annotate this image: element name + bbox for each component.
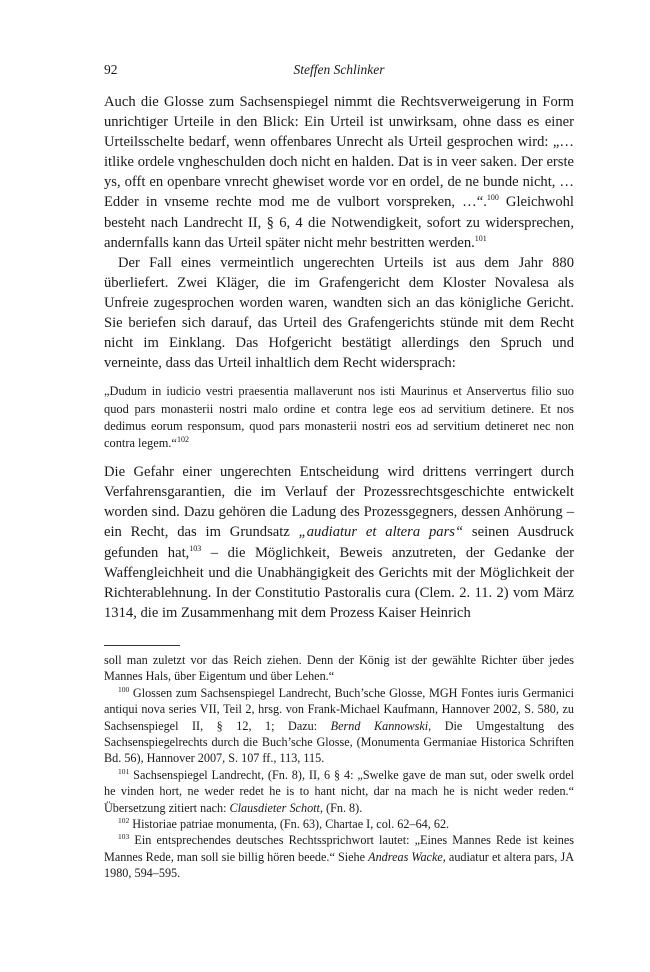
author-wacke: Andreas Wacke [368,849,443,864]
footnote-ref-103[interactable]: 103 [189,543,202,553]
footnote-103: $^{103}$ Ein entsprechendes deutsches Rechtssprichwort lautet: „Eines Mannes Rede ist keines Mannes Rede, man soll sie billig hören beede.“ Siehe Andreas Wacke, audiatur et altera pars, JA 1980, 594–595. [104,832,574,881]
footnote-100: $^{100}$ Glossen zum Sachsenspiegel Landrecht, Buch’sche Glosse, MGH Fontes iuris Germanici antiqui nova series VII, Teil 2, hrsg. von Frank-Michael Kaufmann, Hannover 2002, S. 580, zu Sachsenspiegel II, § 12, 1; Dazu: Bernd Kannowski, Die Umgestaltung des Sachsenspiegelrechts durch die Buch’sche Glosse, (Monumenta Germaniae Historica Schriften Bd. 56), Hannover 2007, S. 107 ff., 113, 115. [104,684,574,766]
author-kannowski: Bernd Kannowski [330,718,429,733]
author-schott: Clausdieter Schott [229,800,320,815]
footnote-ref-102[interactable]: 102 [176,434,189,444]
audiatur-phrase: „audiatur et altera pars“ [298,524,464,541]
page-body [104,92,574,882]
footnote-continued: soll man zuletzt vor das Reich ziehen. Denn der König ist der gewählte Richter über jedes Mannes Hals, über Eigentum und über Lehen.“ [104,652,574,684]
paragraph-verfahrensgarantien: Die Gefahr einer ungerechten Entscheidung wird drittens verringert durch Verfahrensgarantien, die im Verlauf der Prozessrechtsgeschichte entwickelt worden sind. Dazu gehören die Ladung des Prozessgegners, dessen Anhörung – ein Recht, das im Grundsatz „audiatur et altera pars“ seinen Ausdruck gefunden hat,$^{103}$ – die Möglichkeit, Beweis anzutreten, der Gedanke der Waffengleichheit und die Unabhängigkeit des Gerichts mit der Möglichkeit der Richterablehnung. In der Constitutio Pastoralis cura (Clem. 2. 11. 2) vom März 1314, die im Zusammenhang mit dem Prozess Kaiser Heinrich [104,464,574,621]
page-number: 92 [104,62,118,77]
paragraph-case-880: Der Fall eines vermeintlich ungerechten Urteils ist aus dem Jahr 880 überliefert. Zwei Kläger, die im Grafengericht dem Kloster Novalesa als Unfreie zugesprochen worden waren, wandten sich an das königliche Gericht. Sie beriefen sich darauf, das Urteil des Grafengerichts stünde mit dem Recht nicht im Einklang. Das Hofgericht bestätigt allerdings den Spruch und verneinte, dass das Urteil inhaltlich dem Recht widersprach: [104,254,574,372]
footnote-separator [104,645,180,646]
footnote-102: $^{102}$ Historiae patriae monumenta, (Fn. 63), Chartae I, col. 62–64, 62. [118,815,450,831]
footnote-101: $^{101}$ Sachsenspiegel Landrecht, (Fn. 8), II, 6 § 4: „Swelke gave de man sut, oder swelk ordel he vinden hort, ne weder redet he is to hant nicht, dar na mach he is nicht weder reden.“ Übersetzung zitiert nach: Clausdieter Schott, (Fn. 8). [104,766,574,815]
running-head: Steffen Schlinker [293,62,385,77]
footnote-ref-100[interactable]: 100 [486,193,499,203]
footnote-ref-101[interactable]: 101 [474,233,487,243]
paragraph-glosse: Auch die Glosse zum Sachsenspiegel nimmt die Rechtsverweigerung in Form unrichtiger Urteile in den Blick: Ein Urteil ist unwirksam, ohne dass es einer Urteilsschelte bedarf, wenn offenbares Unrecht als Urteil gesprochen wird: „… itlike ordele vngheschulden doch nicht en halden. Dat is in veer saken. Der erste ys, offt en openbare vnrecht ghewiset worde vor en ordel, de ne bunde nicht, … Edder in vnseme rechte mod me de vulbort vorspreken, …“.$^{100}$ Gleichwohl besteht nach Landrecht II, § 6, 4 die Notwendigkeit, sofort zu widersprechen, andernfalls kann das Urteil später nicht mehr bestritten werden.$^{101}$ [104,94,574,251]
block-quote-latin: „Dudum in iudicio vestri praesentia mallaverunt nos isti Maurinus et Anservertus filio suo quod pars monasterii nostri malo ordine et contra lege eos ad servitium detinere. Et nos dedimus eorum responsum, quod pars monasterii nostri eos ad servitium detineret nec non contra legem.“$^{102}$ [104,384,574,450]
page-header [104,62,574,82]
